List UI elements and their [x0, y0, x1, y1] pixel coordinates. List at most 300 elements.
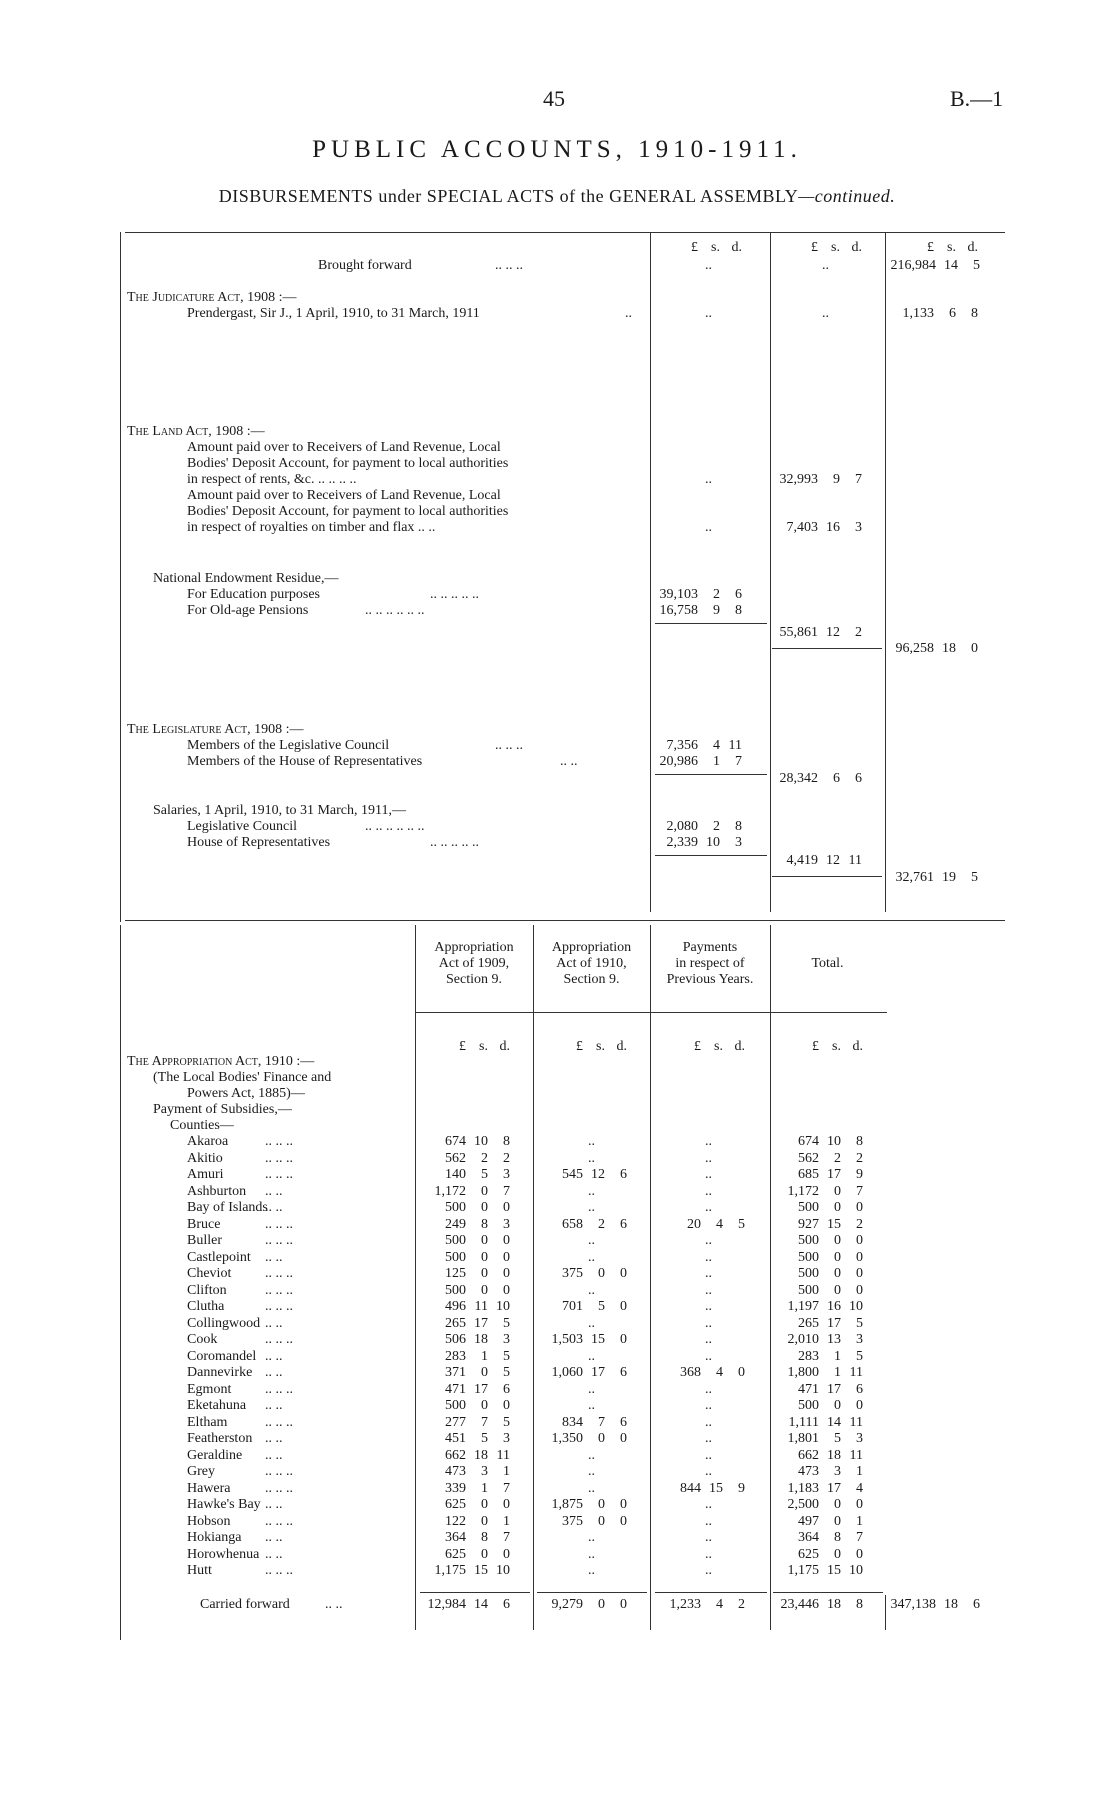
amount-a1910 [537, 1217, 627, 1233]
leader-dots: .. .. .. [265, 1233, 293, 1248]
shillings: 9 [713, 603, 720, 618]
amount-a1909 [420, 1514, 510, 1530]
ne-item-label: For Old-age Pensions [187, 603, 309, 618]
amount-total [773, 1481, 863, 1497]
salary-item-label: Legislative Council [187, 819, 298, 834]
leader-dots: .. .. .. [265, 1216, 293, 1232]
amount-a1909 [420, 1547, 510, 1563]
empty-marker: .. [705, 1398, 712, 1413]
shillings: 1 [834, 1365, 841, 1380]
shillings: 8 [481, 1216, 488, 1232]
header-line: Act of 1910, [556, 956, 627, 971]
shillings: 2 [834, 1150, 841, 1166]
empty-marker: .. [705, 1332, 712, 1347]
pence: 2 [856, 1216, 863, 1232]
pence-sign: d. [852, 1039, 863, 1054]
leader-dots: .. .. .. [265, 1282, 293, 1298]
shillings: 0 [481, 1183, 488, 1199]
leader-dots: .. .. .. [265, 1134, 293, 1149]
table-row [0, 1547, 1114, 1564]
leader-dots: .. .. [560, 754, 578, 769]
pence: 3 [855, 520, 862, 535]
sum-rule [772, 648, 882, 649]
pounds: 125 [445, 1266, 466, 1281]
col-header-total [770, 956, 885, 972]
pounds: 451 [445, 1431, 466, 1446]
pence: 3 [503, 1332, 510, 1347]
shillings: 0 [481, 1282, 488, 1298]
amount-total [773, 1217, 863, 1233]
amount-a1910 [537, 1299, 627, 1315]
pounds: 674 [798, 1134, 819, 1149]
pounds: 685 [798, 1167, 819, 1182]
pence: 2 [738, 1597, 745, 1612]
lower-header-rule [415, 1012, 887, 1013]
shillings: 16 [826, 520, 840, 535]
amount-a1910 [537, 1431, 627, 1447]
empty-marker: .. [588, 1200, 595, 1215]
pence: 8 [735, 819, 742, 834]
national-endowment-heading: National Endowment Residue,— [153, 571, 339, 586]
pence: 1 [856, 1513, 863, 1529]
empty-marker: .. [705, 1348, 712, 1364]
shillings: 18 [944, 1597, 958, 1612]
shillings: 14 [474, 1597, 488, 1612]
county-name: Ashburton [187, 1183, 247, 1199]
shillings: 4 [716, 1216, 723, 1232]
leader-dots: .. .. .. [265, 1414, 293, 1430]
leader-dots: .. .. [265, 1398, 283, 1413]
lower-col1-currency [420, 1039, 510, 1055]
brought-forward-label: Brought forward [318, 258, 412, 273]
pounds: 347,138 [890, 1597, 936, 1612]
pence: 7 [503, 1530, 510, 1545]
pence: 7 [856, 1183, 863, 1199]
header-line: in respect of [675, 956, 745, 971]
pence: 1 [503, 1464, 510, 1479]
pence: 6 [620, 1216, 627, 1232]
shillings: 1 [713, 754, 720, 769]
carried-forward-grand-total [878, 1597, 980, 1613]
amount-a1910 [537, 1415, 627, 1431]
pounds: 1,800 [787, 1365, 819, 1380]
shillings: 0 [598, 1266, 605, 1281]
shillings: 14 [944, 258, 958, 273]
leader-dots: .. .. [265, 1365, 283, 1380]
empty-marker: .. [705, 1167, 712, 1182]
pence: 8 [735, 603, 742, 618]
pence: 7 [503, 1480, 510, 1496]
pence: 7 [856, 1530, 863, 1545]
table-row [0, 1530, 1114, 1547]
pence: 0 [620, 1431, 627, 1446]
pence: 3 [503, 1216, 510, 1232]
empty-marker: .. [588, 1150, 595, 1166]
pence: 5 [856, 1348, 863, 1364]
header-line: Total. [811, 956, 844, 971]
shillings: 6 [949, 306, 956, 321]
amount-total [773, 1563, 863, 1579]
amount-a1909 [420, 1349, 510, 1365]
amount-total [773, 1547, 863, 1563]
table-row [0, 1514, 1114, 1531]
pounds: 1,183 [787, 1480, 819, 1496]
pence: 0 [503, 1266, 510, 1281]
shilling-sign: s. [714, 1039, 723, 1054]
shillings: 0 [481, 1200, 488, 1215]
pounds: 12,984 [427, 1597, 466, 1612]
leader-dots: .. .. .. .. .. [430, 835, 479, 850]
empty-marker: .. [705, 1497, 712, 1512]
leader-dots: .. .. .. [495, 738, 523, 753]
pounds: 339 [445, 1480, 466, 1496]
table-row [0, 1332, 1114, 1349]
land-item2-line2: Bodies' Deposit Account, for payment to local authorities [187, 504, 509, 519]
pence: 11 [496, 1447, 510, 1463]
pounds: 32,993 [779, 472, 818, 487]
county-name: Cook [187, 1332, 218, 1347]
pounds: 1,175 [787, 1563, 819, 1578]
shillings: 4 [716, 1365, 723, 1380]
pence: 6 [620, 1365, 627, 1380]
shillings: 17 [474, 1381, 488, 1397]
shillings: 0 [834, 1183, 841, 1199]
pound-sign: £ [459, 1039, 466, 1054]
pounds: 283 [445, 1348, 466, 1364]
pence: 3 [503, 1167, 510, 1182]
ne-item-amount [652, 587, 742, 603]
county-name: Egmont [187, 1381, 232, 1397]
leader-dots: .. .. .. .. .. .. [365, 819, 425, 834]
pound-sign: £ [811, 240, 818, 255]
shillings: 0 [598, 1431, 605, 1446]
pounds: 562 [798, 1150, 819, 1166]
empty-marker: .. [588, 1480, 595, 1496]
shillings: 10 [706, 835, 720, 850]
header-line: Payments [682, 940, 738, 955]
shilling-sign: s. [947, 240, 956, 255]
pence: 5 [503, 1414, 510, 1430]
pounds: 497 [798, 1513, 819, 1529]
shillings: 0 [481, 1365, 488, 1380]
pence: 6 [620, 1414, 627, 1430]
shillings: 5 [481, 1167, 488, 1182]
shilling-sign: s. [596, 1039, 605, 1054]
pounds: 2,080 [666, 819, 698, 834]
header-line: Act of 1909, [438, 956, 510, 971]
col-header-appropriation-1909 [415, 940, 533, 988]
shillings: 18 [474, 1447, 488, 1463]
pounds: 9,279 [551, 1597, 583, 1612]
carried-forward-label: Carried forward [200, 1597, 290, 1612]
pounds: 1,801 [787, 1431, 819, 1446]
shillings: 12 [826, 625, 840, 640]
county-name: Eltham [187, 1414, 228, 1430]
upper-col3-currency [888, 240, 978, 256]
amount-total [773, 1415, 863, 1431]
table-row [0, 1448, 1114, 1465]
table-row [0, 1497, 1114, 1514]
county-name: Hobson [187, 1513, 231, 1529]
amount-total [773, 1464, 863, 1480]
amount-a1909 [420, 1299, 510, 1315]
shillings: 8 [834, 1530, 841, 1545]
table-row [0, 1481, 1114, 1498]
table-row [0, 1299, 1114, 1316]
pence: 1 [503, 1513, 510, 1529]
empty-marker: .. [588, 1348, 595, 1364]
county-name: Cheviot [187, 1266, 232, 1281]
land-item2-line1: Amount paid over to Receivers of Land Revenue, Local [187, 488, 501, 503]
pence: 6 [503, 1381, 510, 1397]
amount-a1910 [537, 1332, 627, 1348]
shillings: 8 [481, 1530, 488, 1545]
county-name: Buller [187, 1233, 222, 1248]
leader-dots: .. .. .. [265, 1299, 293, 1314]
shillings: 9 [833, 472, 840, 487]
pounds: 500 [798, 1266, 819, 1281]
leader-dots: .. .. [265, 1200, 283, 1215]
leader-dots: .. .. .. [265, 1150, 293, 1166]
pence: 4 [856, 1480, 863, 1496]
pence: 10 [496, 1563, 510, 1578]
shillings: 19 [942, 870, 956, 885]
brought-forward-total [880, 258, 980, 274]
county-name: Akaroa [187, 1134, 229, 1149]
empty-marker: .. [705, 1266, 712, 1281]
pence: 0 [856, 1266, 863, 1281]
pence: 2 [503, 1150, 510, 1166]
pence: 3 [856, 1431, 863, 1446]
shillings: 7 [481, 1414, 488, 1430]
pence: 11 [728, 738, 742, 753]
salary-item-amount [652, 835, 742, 851]
pounds: 364 [798, 1530, 819, 1545]
pounds: 500 [798, 1398, 819, 1413]
pence: 7 [855, 472, 862, 487]
shillings: 0 [834, 1497, 841, 1512]
county-name: Featherston [187, 1431, 253, 1446]
amount-total [773, 1514, 863, 1530]
pence: 2 [856, 1150, 863, 1166]
legislature-item-amount [652, 738, 742, 754]
pounds: 7,356 [666, 738, 698, 753]
table-row [0, 1151, 1114, 1168]
table-row [0, 1134, 1114, 1151]
pounds: 662 [798, 1447, 819, 1463]
amount-a1909 [420, 1365, 510, 1381]
shillings: 15 [827, 1216, 841, 1232]
leader-dots: .. .. [265, 1183, 283, 1199]
leader-dots: .. .. .. [495, 258, 523, 273]
pounds: 1,350 [551, 1431, 583, 1446]
pounds: 500 [798, 1282, 819, 1298]
shillings: 0 [598, 1597, 605, 1612]
pence: 5 [973, 258, 980, 273]
table-row [0, 1431, 1114, 1448]
shillings: 7 [598, 1414, 605, 1430]
pence: 5 [503, 1365, 510, 1380]
pence: 5 [503, 1348, 510, 1364]
empty-marker: .. [705, 1381, 712, 1397]
salary-item-amount [652, 819, 742, 835]
ne-item-label: For Education purposes [187, 587, 320, 602]
shillings: 0 [481, 1497, 488, 1512]
amount-a1909 [420, 1332, 510, 1348]
document-code: B.—1 [950, 86, 1004, 111]
empty-marker: .. [588, 1447, 595, 1463]
land-item1-line3: in respect of rents, &c. .. .. .. .. [187, 472, 357, 487]
empty-marker: .. [705, 1299, 712, 1314]
shillings: 0 [834, 1398, 841, 1413]
pounds: 473 [445, 1464, 466, 1479]
amount-total [773, 1134, 863, 1150]
amount-a1909 [420, 1266, 510, 1282]
amount-total [773, 1283, 863, 1299]
pounds: 500 [445, 1249, 466, 1265]
shillings: 18 [474, 1332, 488, 1347]
shillings: 0 [834, 1546, 841, 1562]
pence: 3 [856, 1332, 863, 1347]
pounds: 364 [445, 1530, 466, 1545]
shillings: 12 [826, 853, 840, 868]
pounds: 927 [798, 1216, 819, 1232]
col-header-appropriation-1910 [533, 940, 650, 988]
lower-col3-currency [655, 1039, 745, 1055]
leader-dots: .. .. [265, 1530, 283, 1545]
county-name: Bruce [187, 1216, 221, 1232]
shillings: 5 [481, 1431, 488, 1446]
carried-forward-previous [655, 1597, 745, 1613]
pounds: 2,010 [787, 1332, 819, 1347]
sum-rule [537, 1592, 647, 1593]
empty-marker: .. [705, 1513, 712, 1529]
pence: 7 [735, 754, 742, 769]
land-item1-line1: Amount paid over to Receivers of Land Revenue, Local [187, 440, 501, 455]
pounds: 506 [445, 1332, 466, 1347]
pounds: 277 [445, 1414, 466, 1430]
shilling-sign: s. [832, 1039, 841, 1054]
amount-a1909 [420, 1415, 510, 1431]
header-line: Section 9. [563, 972, 620, 987]
county-name: Eketahuna [187, 1398, 247, 1413]
empty-marker: .. [588, 1546, 595, 1562]
sum-rule [655, 623, 767, 624]
shillings: 0 [598, 1513, 605, 1529]
amount-total [773, 1497, 863, 1513]
pence: 6 [855, 771, 862, 786]
shillings: 3 [481, 1464, 488, 1479]
amount-a1909 [420, 1316, 510, 1332]
pounds: 1,233 [669, 1597, 701, 1612]
pence: 6 [735, 587, 742, 602]
subtitle-main: DISBURSEMENTS under SPECIAL ACTS of the GENERAL ASSEMBLY [218, 186, 799, 206]
empty-marker: .. [588, 1381, 595, 1397]
pounds: 1,175 [434, 1563, 466, 1578]
pence: 0 [620, 1513, 627, 1529]
pounds: 371 [445, 1365, 466, 1380]
pounds: 7,403 [786, 520, 818, 535]
leader-dots: .. .. [265, 1249, 283, 1265]
pounds: 28,342 [779, 771, 818, 786]
pound-sign: £ [691, 240, 698, 255]
shillings: 3 [834, 1464, 841, 1479]
shillings: 0 [481, 1266, 488, 1281]
shillings: 17 [827, 1315, 841, 1331]
empty-marker: .. [588, 1315, 595, 1331]
ne-item-amount [652, 603, 742, 619]
pence: 5 [971, 870, 978, 885]
lower-col2-currency [537, 1039, 627, 1055]
table-row [0, 1200, 1114, 1217]
leader-dots: .. .. [265, 1447, 283, 1463]
table-row [0, 1283, 1114, 1300]
empty-marker: .. [588, 1464, 595, 1479]
shillings: 0 [481, 1513, 488, 1529]
amount-total [773, 1250, 863, 1266]
pence: 5 [856, 1315, 863, 1331]
amount-total [773, 1332, 863, 1348]
leader-dots: .. .. .. .. .. [430, 587, 479, 602]
county-name: Amuri [187, 1167, 224, 1182]
empty-marker: .. [705, 1414, 712, 1430]
pounds: 4,419 [786, 853, 818, 868]
amount-a1909 [420, 1530, 510, 1546]
amount-a1909 [420, 1448, 510, 1464]
shillings: 14 [827, 1414, 841, 1430]
shillings: 0 [481, 1233, 488, 1248]
page-subtitle [0, 186, 1114, 207]
sum-rule [772, 876, 882, 877]
table-row [0, 1382, 1114, 1399]
upper-left-rule [120, 232, 121, 922]
empty-marker: .. [705, 306, 712, 321]
land-item1-line2: Bodies' Deposit Account, for payment to local authorities [187, 456, 509, 471]
amount-total [773, 1398, 863, 1414]
pounds: 496 [445, 1299, 466, 1314]
county-name: Akitio [187, 1150, 223, 1166]
heading-line: Payment of Subsidies,— [153, 1102, 292, 1117]
pence: 0 [856, 1282, 863, 1298]
sum-rule [655, 855, 767, 856]
amount-prev [655, 1365, 745, 1381]
pence: 0 [856, 1200, 863, 1215]
amount-a1909 [420, 1217, 510, 1233]
pence: 6 [503, 1597, 510, 1612]
amount-a1910 [537, 1167, 627, 1183]
pounds: 2,339 [666, 835, 698, 850]
pounds: 625 [445, 1497, 466, 1512]
amount-a1909 [420, 1134, 510, 1150]
upper-col3-rule [885, 232, 886, 912]
pounds: 500 [798, 1249, 819, 1265]
table-row [0, 1365, 1114, 1382]
county-name: Bay of Islands [187, 1200, 268, 1215]
empty-marker: .. [588, 1563, 595, 1578]
shillings: 6 [833, 771, 840, 786]
pounds: 368 [680, 1365, 701, 1380]
legislature-item-amount [652, 754, 742, 770]
pounds: 96,258 [895, 641, 934, 656]
shillings: 18 [827, 1597, 841, 1612]
pence: 5 [738, 1216, 745, 1232]
pence: 3 [503, 1431, 510, 1446]
shillings: 0 [834, 1233, 841, 1248]
county-name: Hawke's Bay [187, 1497, 261, 1512]
pounds: 16,758 [659, 603, 698, 618]
pounds: 562 [445, 1150, 466, 1166]
pence: 0 [503, 1546, 510, 1562]
